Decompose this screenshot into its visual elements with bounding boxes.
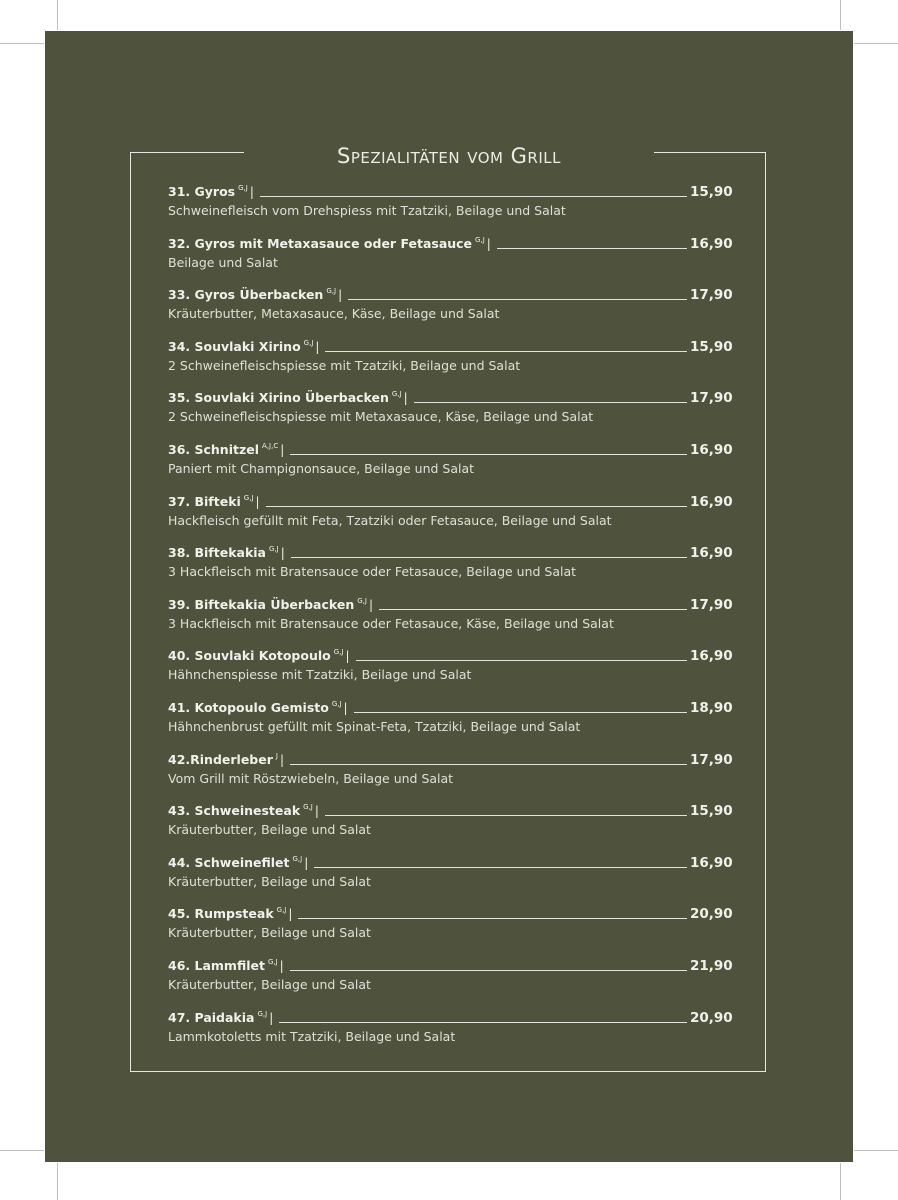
allergen-codes: G,J — [326, 287, 337, 296]
menu-item-price: 16,90 — [690, 442, 733, 458]
dotted-leader — [298, 918, 687, 919]
allergen-codes: G,J — [267, 958, 278, 966]
menu-item-description: Hackfleisch gefüllt mit Feta, Tzatziki oder Fetasauce, Beilage und Salat — [168, 512, 612, 528]
menu-item-description: Vom Grill mit Röstzwiebeln, Beilage und Salat — [168, 770, 454, 786]
dotted-leader — [290, 764, 687, 765]
menu-item — [168, 700, 733, 735]
menu-item-description: Kräuterbutter, Metaxasauce, Käse, Beilage und Salat — [168, 306, 500, 322]
menu-item-description: 3 Hackfleisch mit Bratensauce oder Fetasauce, Käse, Beilage und Salat — [168, 615, 614, 631]
crop-mark — [0, 43, 44, 44]
menu-item — [168, 287, 733, 322]
allergen-codes: G,J — [391, 390, 402, 399]
menu-item-price: 15,90 — [690, 803, 733, 820]
menu-item-description: 3 Hackfleisch mit Bratensauce oder Fetasauce, Beilage und Salat — [168, 564, 577, 580]
dotted-leader — [290, 454, 687, 455]
separator-bar: | — [403, 391, 408, 406]
menu-item-name — [168, 490, 260, 511]
dotted-leader — [325, 351, 687, 352]
menu-item-name-text: 33. Gyros Überbacken — [168, 287, 324, 303]
dotted-leader — [354, 712, 687, 713]
dotted-leader — [414, 402, 687, 403]
allergen-codes: G,J — [276, 906, 287, 915]
menu-item-row — [168, 493, 733, 511]
separator-bar: | — [304, 855, 309, 870]
allergen-codes: G,J — [243, 493, 254, 502]
separator-bar: | — [288, 907, 293, 922]
separator-bar: | — [314, 804, 319, 819]
allergen-codes: G,J — [268, 545, 279, 554]
crop-mark — [854, 43, 898, 44]
menu-item-price: 16,90 — [690, 648, 733, 665]
menu-item-name — [168, 748, 284, 769]
menu-item-row — [168, 235, 733, 253]
menu-item-name-text: 40. Souvlaki Kotopoulo — [168, 648, 331, 664]
menu-item — [168, 442, 733, 477]
menu-title: Spezialitäten vom Grill — [244, 139, 654, 173]
menu-item-row — [168, 751, 733, 769]
menu-item-row — [168, 648, 733, 665]
separator-bar: | — [249, 185, 254, 199]
menu-item-name-text: 41. Kotopoulo Gemisto — [168, 700, 329, 715]
menu-item-description: 2 Schweinefleischspiesse mit Metaxasauce, Käse, Beilage und Salat — [168, 409, 594, 425]
menu-item-row — [168, 854, 733, 872]
allergen-codes: G,J — [475, 235, 485, 244]
menu-item-price: 17,90 — [690, 287, 733, 304]
menu-item-description: Lammkotoletts mit Tzatziki, Beilage und Salat — [168, 1028, 456, 1044]
dotted-leader — [279, 1022, 687, 1023]
menu-page — [45, 31, 853, 1162]
menu-item — [168, 235, 733, 271]
menu-item-row — [168, 287, 733, 304]
allergen-codes: J — [275, 751, 278, 760]
menu-item-price: 16,90 — [690, 235, 733, 252]
menu-item-name-text: 32. Gyros mit Metaxasauce oder Fetasauce — [168, 235, 473, 251]
menu-item — [168, 906, 733, 941]
menu-item — [168, 390, 733, 425]
menu-item-name — [168, 283, 342, 304]
menu-item-row — [168, 958, 733, 975]
menu-item — [168, 545, 733, 580]
menu-item-name — [168, 232, 491, 253]
menu-item — [168, 958, 733, 993]
separator-bar: | — [280, 443, 285, 457]
menu-item-name — [168, 1006, 273, 1027]
menu-item — [168, 493, 733, 529]
menu-item — [168, 338, 733, 374]
menu-item — [168, 854, 733, 890]
dotted-leader — [314, 867, 687, 868]
menu-item-row — [168, 596, 733, 614]
menu-item-description: Hähnchenbrust gefüllt mit Spinat-Feta, Tzatziki, Beilage und Salat — [168, 719, 581, 734]
menu-item-name — [168, 335, 319, 356]
menu-item-price: 20,90 — [690, 1009, 733, 1026]
menu-item-name — [168, 180, 254, 201]
menu-item — [168, 803, 733, 838]
separator-bar: | — [279, 959, 284, 973]
menu-item-name-text: 39. Biftekakia Überbacken — [168, 596, 355, 612]
dotted-leader — [379, 609, 687, 610]
menu-item-description: Paniert mit Champignonsauce, Beilage und Salat — [168, 461, 475, 476]
allergen-codes: G,J — [257, 1009, 268, 1018]
allergen-codes: G,J — [357, 596, 367, 605]
menu-item-price: 21,90 — [690, 958, 733, 974]
menu-item-name — [168, 954, 284, 975]
menu-item-name — [168, 386, 408, 407]
dotted-leader — [260, 196, 687, 197]
menu-item-row — [168, 184, 733, 201]
menu-item-row — [168, 1009, 733, 1027]
menu-item-price: 18,90 — [690, 700, 733, 716]
allergen-codes: G,J — [331, 700, 342, 708]
separator-bar: | — [279, 752, 285, 767]
menu-item — [168, 751, 733, 787]
menu-item-name-text: 36. Schnitzel — [168, 442, 260, 457]
menu-item-name — [168, 696, 348, 717]
dotted-leader — [325, 815, 687, 816]
separator-bar: | — [255, 494, 260, 509]
allergen-codes: G,J — [303, 803, 313, 812]
menu-item-name — [168, 541, 285, 562]
menu-item-description: Kräuterbutter, Beilage und Salat — [168, 925, 371, 941]
menu-item-description: Schweinefleisch vom Drehspiess mit Tzatziki, Beilage und Salat — [168, 203, 566, 218]
menu-item-description: Kräuterbutter, Beilage und Salat — [168, 873, 371, 889]
menu-item-name-text: 31. Gyros — [168, 184, 236, 199]
allergen-codes: G,J — [238, 184, 248, 192]
menu-item-name — [168, 902, 292, 923]
menu-item-price: 20,90 — [690, 906, 733, 923]
menu-item-name-text: 42.Rinderleber — [168, 751, 273, 767]
menu-item-name-text: 37. Bifteki — [168, 493, 241, 509]
crop-mark — [57, 1163, 58, 1200]
allergen-codes: G,J — [333, 648, 344, 657]
menu-item-name — [168, 593, 373, 614]
menu-item-name — [168, 644, 350, 665]
menu-item — [168, 1009, 733, 1045]
menu-item-name-text: 46. Lammfilet — [168, 958, 265, 973]
menu-item-row — [168, 338, 733, 356]
separator-bar: | — [338, 288, 343, 303]
crop-mark — [854, 1150, 898, 1151]
menu-item — [168, 648, 733, 683]
separator-bar: | — [343, 701, 348, 715]
menu-item-name — [168, 851, 308, 872]
menu-item-name-text: 43. Schweinesteak — [168, 803, 301, 819]
menu-item-name-text: 44. Schweinefilet — [168, 854, 290, 870]
crop-mark — [57, 0, 58, 30]
menu-item — [168, 184, 733, 219]
menu-item-row — [168, 700, 733, 717]
menu-item-description: Kräuterbutter, Beilage und Salat — [168, 822, 371, 838]
menu-item-row — [168, 545, 733, 562]
menu-item-row — [168, 906, 733, 923]
menu-item-price: 17,90 — [690, 390, 733, 407]
menu-item-description: Kräuterbutter, Beilage und Salat — [168, 977, 371, 992]
crop-mark — [840, 0, 841, 30]
separator-bar: | — [345, 649, 350, 664]
menu-item-name-text: 34. Souvlaki Xirino — [168, 338, 301, 354]
dotted-leader — [356, 660, 688, 661]
menu-item-price: 16,90 — [690, 545, 733, 562]
separator-bar: | — [368, 597, 373, 612]
menu-item-price: 17,90 — [690, 596, 733, 613]
menu-item-name-text: 47. Paidakia — [168, 1009, 255, 1025]
menu-item-price: 16,90 — [690, 493, 733, 510]
crop-mark — [840, 1163, 841, 1200]
dotted-leader — [290, 970, 687, 971]
menu-item-name — [168, 799, 319, 820]
menu-item-row — [168, 442, 733, 459]
menu-item-row — [168, 803, 733, 820]
menu-item-name-text: 35. Souvlaki Xirino Überbacken — [168, 390, 389, 406]
menu-item-name-text: 38. Biftekakia — [168, 545, 266, 561]
menu-item-description: Hähnchenspiesse mit Tzatziki, Beilage und Salat — [168, 667, 472, 683]
dotted-leader — [348, 299, 687, 300]
menu-item-name-text: 45. Rumpsteak — [168, 906, 274, 922]
menu-item-name — [168, 438, 284, 459]
menu-item-price: 15,90 — [690, 184, 733, 200]
menu-item-description: Beilage und Salat — [168, 254, 278, 270]
dotted-leader — [497, 248, 687, 249]
dotted-leader — [266, 506, 687, 507]
menu-item-price: 17,90 — [690, 751, 733, 768]
dotted-leader — [291, 557, 687, 558]
crop-mark — [0, 1150, 44, 1151]
menu-item-description: 2 Schweinefleischspiesse mit Tzatziki, Beilage und Salat — [168, 357, 521, 373]
separator-bar: | — [280, 546, 285, 561]
allergen-codes: G,J — [292, 854, 303, 863]
menu-item-row — [168, 390, 733, 407]
allergen-codes: A,J,C — [262, 442, 279, 450]
menu-item — [168, 596, 733, 632]
separator-bar: | — [269, 1010, 274, 1025]
separator-bar: | — [486, 236, 491, 251]
separator-bar: | — [315, 339, 320, 354]
menu-item-price: 15,90 — [690, 338, 733, 355]
allergen-codes: G,J — [303, 338, 314, 347]
menu-item-price: 16,90 — [690, 854, 733, 871]
